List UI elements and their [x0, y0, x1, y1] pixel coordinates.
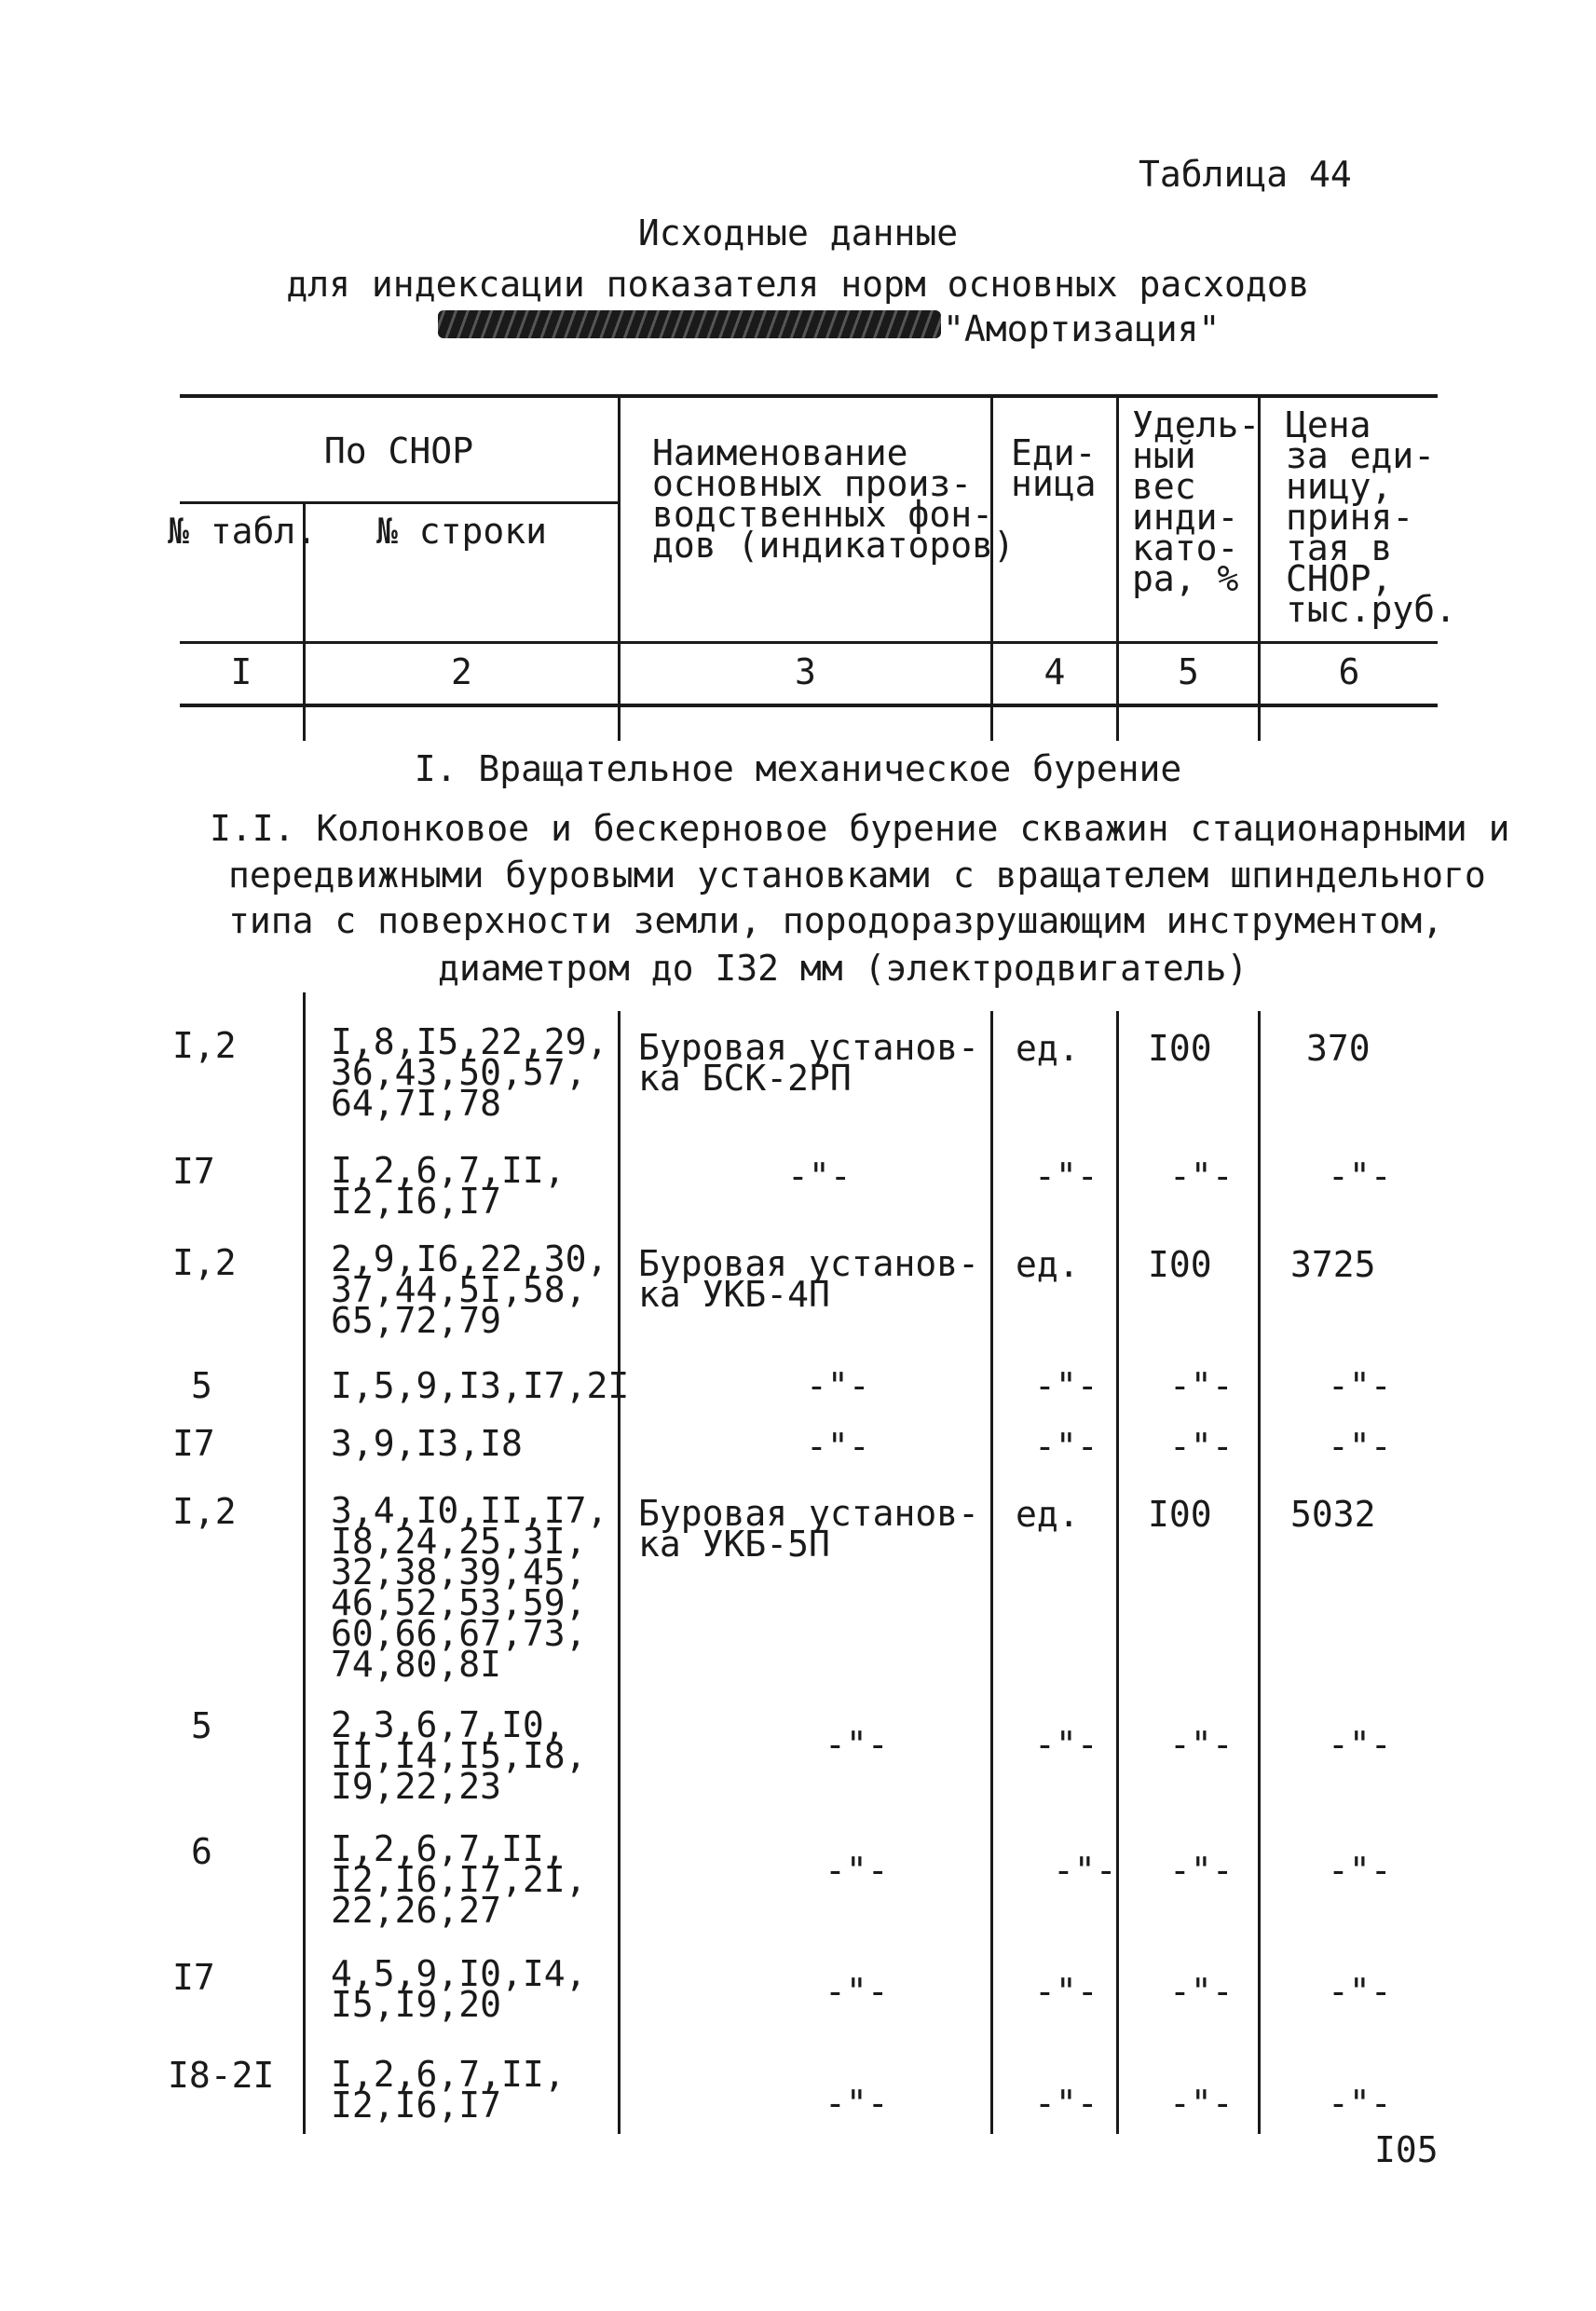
- row-9-name: -"-: [825, 1971, 889, 2012]
- row-5-unit: -"-: [1034, 1426, 1098, 1467]
- row-2-tabl: I7: [172, 1151, 215, 1192]
- title-line-1: Исходные данные: [637, 212, 959, 253]
- col-number-5: 5: [1178, 651, 1199, 692]
- row-9-weight: -"-: [1169, 1971, 1234, 2012]
- body-divider-1: [303, 992, 306, 2134]
- section-subtitle-2: передвижными буровыми установками с вращателем шпиндельного: [228, 855, 1486, 896]
- row-5-stroki: 3,9,I3,I8: [331, 1423, 523, 1464]
- section-title: I. Вращательное механическое бурение: [414, 748, 1182, 789]
- row-10-price: -"-: [1328, 2083, 1392, 2124]
- row-6-name: Буровая установ- ка УКБ-5П: [638, 1493, 980, 1565]
- row-10-stroki: I,2,6,7,II, I2,I6,I7: [331, 2054, 566, 2126]
- row-3-stroki: 2,9,I6,22,30, 37,44,5I,58, 65,72,79: [331, 1238, 608, 1341]
- row-9-stroki: 4,5,9,I0,I4, I5,I9,20: [331, 1953, 587, 2025]
- col-number-1: I: [230, 651, 252, 692]
- row-3-name: Буровая установ- ка УКБ-4П: [638, 1243, 980, 1315]
- row-6-tabl: I,2: [172, 1491, 237, 1532]
- group-label: По СНОР: [323, 431, 474, 472]
- col-number-6: 6: [1338, 651, 1360, 692]
- col-divider-2: [618, 394, 621, 741]
- row-1-unit: ед.: [1016, 1028, 1080, 1069]
- row-7-unit: -"-: [1034, 1724, 1098, 1765]
- col-header-weight: Удель- ный вес инди- като- ра, %: [1132, 404, 1261, 599]
- row-3-tabl: I,2: [172, 1242, 237, 1283]
- row-9-tabl: I7: [172, 1957, 215, 1998]
- col-header-name: Наименование основных произ- водственных фон- дов (индикаторов): [652, 432, 1015, 566]
- row-10-name: -"-: [825, 2083, 889, 2124]
- row-3-weight: I00: [1148, 1244, 1212, 1285]
- row-9-unit: -"-: [1034, 1971, 1098, 2012]
- row-7-tabl: 5: [191, 1705, 212, 1746]
- row-2-unit: -"-: [1034, 1156, 1098, 1197]
- title-line-2: для индексации показателя норм основных расходов: [286, 264, 1310, 305]
- row-10-weight: -"-: [1169, 2083, 1234, 2124]
- row-4-unit: -"-: [1034, 1365, 1098, 1406]
- col-header-unit: Еди- ница: [1011, 432, 1097, 504]
- row-5-weight: -"-: [1169, 1426, 1234, 1467]
- row-4-price: -"-: [1328, 1365, 1392, 1406]
- row-8-stroki: I,2,6,7,II, I2,I6,I7,2I, 22,26,27: [331, 1828, 587, 1931]
- row-1-name: Буровая установ- ка БСК-2РП: [638, 1027, 980, 1099]
- row-7-name: -"-: [825, 1724, 889, 1765]
- section-subtitle-4: диаметром до I32 мм (электродвигатель): [438, 948, 1248, 989]
- title-line-3: "Амортизация": [943, 308, 1221, 349]
- row-1-stroki: I,8,I5,22,29, 36,43,50,57, 64,7I,78: [331, 1021, 608, 1124]
- row-8-name: -"-: [825, 1850, 889, 1891]
- col-header-stroki: № строки: [375, 511, 548, 552]
- crossed-out-text: [438, 310, 941, 338]
- page-number: I05: [1374, 2129, 1439, 2170]
- row-3-unit: ед.: [1016, 1244, 1080, 1285]
- row-5-tabl: I7: [172, 1423, 215, 1464]
- body-divider-4: [1116, 1011, 1119, 2134]
- section-subtitle-1: I.I. Колонковое и бескерновое бурение скважин стационарными и: [210, 808, 1510, 849]
- row-7-price: -"-: [1328, 1724, 1392, 1765]
- row-2-price: -"-: [1328, 1156, 1392, 1197]
- row-4-tabl: 5: [191, 1365, 212, 1406]
- row-4-weight: -"-: [1169, 1365, 1234, 1406]
- col-number-4: 4: [1044, 651, 1066, 692]
- row-5-name: -"-: [806, 1426, 870, 1467]
- numbers-bottom-rule: [180, 704, 1438, 707]
- col-header-price: Цена за еди- ницу, приня- тая в СНОР, тыс.руб.: [1286, 404, 1457, 630]
- table-top-rule: [180, 394, 1438, 398]
- row-1-weight: I00: [1148, 1028, 1212, 1069]
- row-1-tabl: I,2: [172, 1025, 237, 1066]
- row-10-unit: -"-: [1034, 2083, 1098, 2124]
- row-1-price: 370: [1306, 1028, 1371, 1069]
- header-bottom-rule: [180, 641, 1438, 644]
- col-number-3: 3: [795, 651, 816, 692]
- group-rule: [180, 501, 618, 504]
- row-2-stroki: I,2,6,7,II, I2,I6,I7: [331, 1150, 566, 1222]
- row-6-unit: ед.: [1016, 1494, 1080, 1535]
- row-6-weight: I00: [1148, 1494, 1212, 1535]
- row-4-stroki: I,5,9,I3,I7,2I: [331, 1365, 630, 1406]
- row-7-stroki: 2,3,6,7,I0, II,I4,I5,I8, I9,22,23: [331, 1704, 587, 1807]
- body-divider-2: [618, 1011, 621, 2134]
- row-4-name: -"-: [806, 1365, 870, 1406]
- row-8-price: -"-: [1328, 1850, 1392, 1891]
- table-number: Таблица 44: [1139, 154, 1352, 195]
- row-8-weight: -"-: [1169, 1850, 1234, 1891]
- row-6-price: 5032: [1290, 1494, 1376, 1535]
- col-header-tabl: № табл.: [168, 511, 318, 552]
- row-8-tabl: 6: [191, 1831, 212, 1872]
- row-2-weight: -"-: [1169, 1156, 1234, 1197]
- row-6-stroki: 3,4,I0,II,I7, I8,24,25,3I, 32,38,39,45, 46,52,53,59, 60,66,67,73, 74,80,8I: [331, 1490, 608, 1685]
- row-7-weight: -"-: [1169, 1724, 1234, 1765]
- row-3-price: 3725: [1290, 1244, 1376, 1285]
- row-2-name: -"-: [787, 1156, 852, 1197]
- row-9-price: -"-: [1328, 1971, 1392, 2012]
- col-divider-4: [1116, 394, 1119, 741]
- section-subtitle-3: типа с поверхности земли, породоразрушающим инструментом,: [228, 900, 1444, 941]
- row-10-tabl: I8-2I: [168, 2055, 275, 2096]
- row-8-unit: -"-: [1053, 1850, 1117, 1891]
- col-number-2: 2: [451, 651, 472, 692]
- body-divider-5: [1258, 1011, 1261, 2134]
- row-5-price: -"-: [1328, 1426, 1392, 1467]
- body-divider-3: [990, 1011, 993, 2134]
